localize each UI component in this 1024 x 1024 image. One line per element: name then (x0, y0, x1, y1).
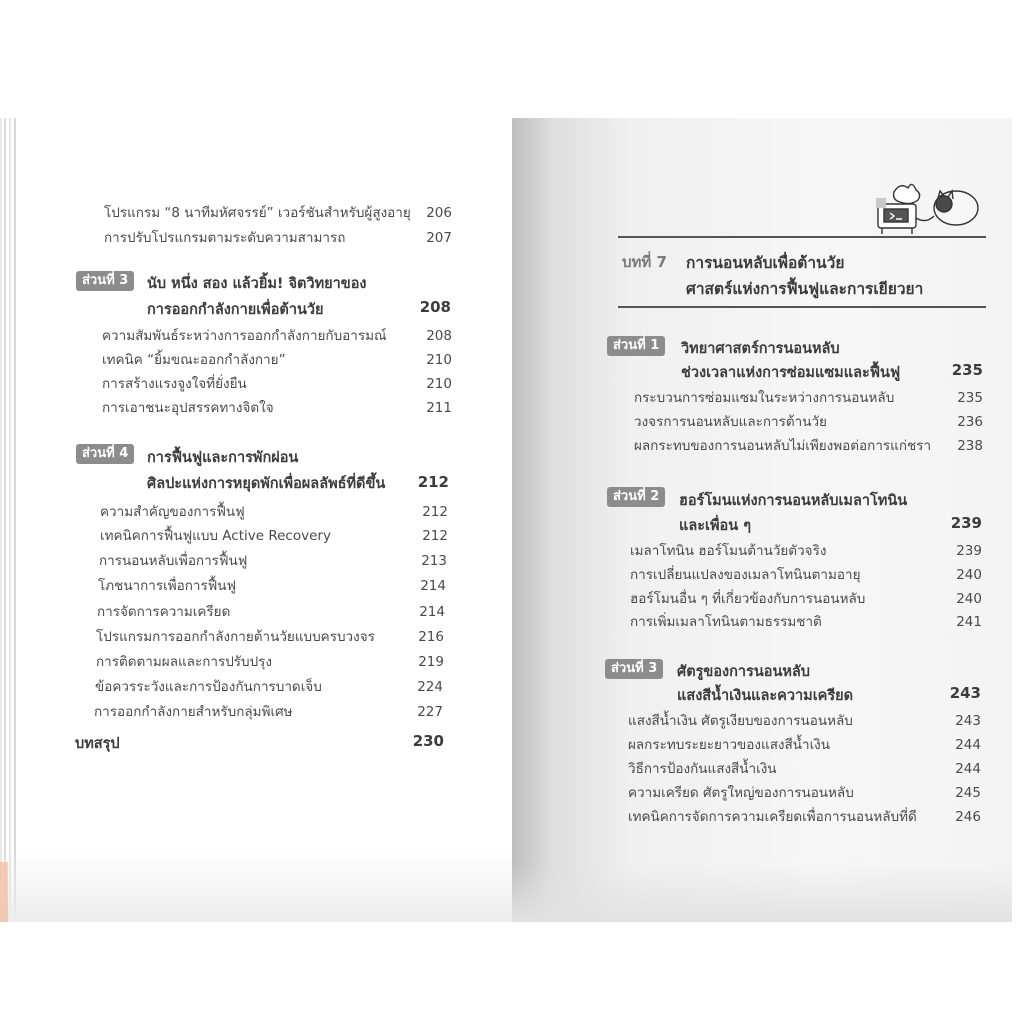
part-title: แสงสีน้ำเงินและความเครียด (677, 688, 854, 704)
part-title: นับ หนึ่ง สอง แล้วยิ้ม! จิตวิทยาของ (147, 276, 367, 292)
chapter-title: ศาสตร์แห่งการฟื้นฟูและการเยียวยา (686, 280, 924, 298)
part-badge: ส่วนที่ 3 (605, 659, 663, 679)
chapter-rule (618, 306, 986, 308)
part-title: ช่วงเวลาแห่งการซ่อมแซมและฟื้นฟู (681, 365, 901, 381)
chapter-label: บทที่ 7 (622, 253, 667, 271)
part-page-number: 208 (419, 298, 451, 316)
chapter-title: การนอนหลับเพื่อต้านวัย (686, 254, 845, 272)
part-page-number: 235 (951, 361, 983, 379)
part-badge: ส่วนที่ 3 (76, 271, 134, 291)
part-page-number: 212 (417, 473, 449, 491)
part-badge: ส่วนที่ 1 (607, 336, 665, 356)
part-badge: ส่วนที่ 4 (76, 444, 134, 464)
conclusion-title: บทสรุป (75, 736, 120, 752)
part-title: และเพื่อน ๆ (679, 518, 751, 534)
page-edge (0, 118, 18, 922)
part-page-number: 243 (949, 684, 981, 702)
part-title: ศัตรูของการนอนหลับ (677, 664, 810, 680)
part-title: การออกกำลังกายเพื่อต้านวัย (147, 302, 324, 318)
part-title: วิทยาศาสตร์การนอนหลับ (681, 341, 840, 357)
part-title: ฮอร์โมนแห่งการนอนหลับเมลาโทนิน (679, 493, 908, 509)
cat-sleeping-illustration (864, 178, 984, 240)
part-badge: ส่วนที่ 2 (607, 487, 665, 507)
part-page-number: 239 (950, 514, 982, 532)
part-title: การฟื้นฟูและการพักผ่อน (147, 450, 299, 466)
chapter-rule (618, 236, 986, 238)
part-title: ศิลปะแห่งการหยุดพักเพื่อผลลัพธ์ที่ดีขึ้น (147, 476, 386, 492)
cover-edge (0, 862, 8, 922)
conclusion-page-number: 230 (412, 732, 444, 750)
